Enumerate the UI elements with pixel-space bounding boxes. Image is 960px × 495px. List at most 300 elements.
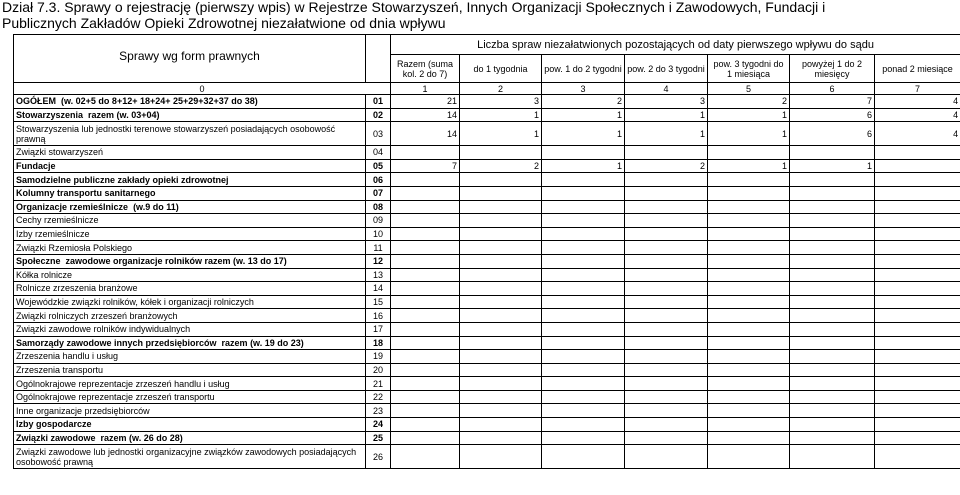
row-label-main: Stowarzyszenia lub jednostki terenowe stowarzyszeń posiadających osobowość prawną <box>16 123 336 144</box>
value-cell: 4 <box>875 108 960 122</box>
value-cell <box>460 390 542 404</box>
header-left-label: Sprawy wg form prawnych <box>14 35 366 83</box>
table-row <box>14 268 960 282</box>
row-code: 24 <box>366 418 391 432</box>
value-cell <box>790 146 875 160</box>
row-label-suffix: razem (w. 19 do 23) <box>221 337 304 348</box>
value-cell <box>460 241 542 255</box>
value-cell <box>708 431 790 445</box>
column-number: 1 <box>391 83 460 95</box>
value-cell <box>708 350 790 364</box>
row-code: 10 <box>366 227 391 241</box>
value-cell <box>625 390 708 404</box>
value-cell: 1 <box>708 122 790 146</box>
table-row <box>14 173 960 187</box>
value-cell <box>391 431 460 445</box>
row-code: 23 <box>366 404 391 418</box>
row-code: 05 <box>366 159 391 173</box>
value-cell <box>790 309 875 323</box>
value-cell <box>542 268 625 282</box>
value-cell <box>708 418 790 432</box>
row-label-main: Związki zawodowe <box>16 432 96 443</box>
value-cell <box>391 309 460 323</box>
table-row <box>14 186 960 200</box>
value-cell <box>542 254 625 268</box>
column-header: ponad 2 miesiące <box>875 55 960 83</box>
value-cell <box>790 295 875 309</box>
value-cell <box>708 445 790 469</box>
value-cell <box>542 282 625 296</box>
row-label <box>14 390 366 404</box>
value-cell: 6 <box>790 122 875 146</box>
column-header: powyżej 1 do 2 miesięcy <box>790 55 875 83</box>
value-cell <box>391 200 460 214</box>
value-cell <box>790 241 875 255</box>
value-cell <box>625 146 708 160</box>
row-code: 13 <box>366 268 391 282</box>
row-label-main: Kółka rolnicze <box>16 269 73 280</box>
row-label-main: Organizacje rzemieślnicze <box>16 201 129 212</box>
value-cell <box>790 377 875 391</box>
value-cell <box>625 350 708 364</box>
row-label-main: Samodzielne publiczne zakłady opieki zdrowotnej <box>16 174 229 185</box>
table-row <box>14 431 960 445</box>
value-cell <box>875 200 960 214</box>
row-label <box>14 336 366 350</box>
row-label-main: Izby rzemieślnicze <box>16 229 90 240</box>
value-cell <box>790 431 875 445</box>
value-cell <box>391 363 460 377</box>
value-cell: 1 <box>460 108 542 122</box>
value-cell <box>790 254 875 268</box>
value-cell <box>542 146 625 160</box>
column-header: Razem (suma kol. 2 do 7) <box>391 55 460 83</box>
value-cell <box>790 336 875 350</box>
value-cell <box>790 173 875 187</box>
table-row <box>14 350 960 364</box>
row-code: 26 <box>366 445 391 469</box>
row-label-suffix: (w.9 do 11) <box>133 201 179 212</box>
row-label <box>14 377 366 391</box>
value-cell <box>790 322 875 336</box>
table-body <box>14 35 960 469</box>
value-cell <box>460 200 542 214</box>
value-cell: 1 <box>542 159 625 173</box>
value-cell <box>460 282 542 296</box>
value-cell <box>708 322 790 336</box>
value-cell <box>542 431 625 445</box>
row-label-main: Związki stowarzyszeń <box>16 147 104 158</box>
row-label <box>14 254 366 268</box>
value-cell <box>708 254 790 268</box>
value-cell <box>790 186 875 200</box>
value-cell <box>708 363 790 377</box>
value-cell <box>708 282 790 296</box>
row-label <box>14 268 366 282</box>
value-cell <box>625 418 708 432</box>
row-label-main: Samorządy zawodowe innych przedsiębiorców <box>16 337 217 348</box>
value-cell <box>708 336 790 350</box>
value-cell <box>391 295 460 309</box>
value-cell <box>391 227 460 241</box>
value-cell <box>460 431 542 445</box>
value-cell <box>625 282 708 296</box>
table-row <box>14 390 960 404</box>
value-cell <box>391 282 460 296</box>
title-line-1: Dział 7.3. Sprawy o rejestrację (pierwszy wpis) w Rejestrze Stowarzyszeń, Innych Organizacji Społecznych i Zawodowych, Fundacji i <box>2 0 826 15</box>
column-header: do 1 tygodnia <box>460 55 542 83</box>
value-cell: 14 <box>391 122 460 146</box>
value-cell <box>625 200 708 214</box>
title-line-2: Publicznych Zakładów Opieki Zdrowotnej niezałatwione od dnia wpływu <box>2 14 446 31</box>
value-cell <box>460 309 542 323</box>
value-cell <box>875 418 960 432</box>
value-cell <box>790 404 875 418</box>
row-code: 21 <box>366 377 391 391</box>
row-label <box>14 186 366 200</box>
row-label <box>14 404 366 418</box>
row-label-main: Związki zawodowe rolników indywidualnych <box>16 324 191 335</box>
row-code: 09 <box>366 214 391 228</box>
row-label-suffix: (w. 02+5 do 8+12+ 18+24+ 25+29+32+37 do 38) <box>61 96 258 107</box>
table-row <box>14 309 960 323</box>
value-cell: 1 <box>625 122 708 146</box>
row-label-main: Związki zawodowe lub jednostki organizacyjne związków zawodowych posiadających osobowość prawną <box>16 446 357 467</box>
column-header: pow. 1 do 2 tygodni <box>542 55 625 83</box>
value-cell <box>708 404 790 418</box>
value-cell <box>625 173 708 187</box>
value-cell <box>460 268 542 282</box>
table-row <box>14 322 960 336</box>
row-label-suffix: zawodowe organizacje rolników razem (w. 13 do 17) <box>65 256 287 267</box>
row-label-main: Zrzeszenia transportu <box>16 364 104 375</box>
row-label-main: Ogólnokrajowe reprezentacje zrzeszeń transportu <box>16 392 215 403</box>
value-cell <box>875 186 960 200</box>
value-cell <box>708 214 790 228</box>
table-row <box>14 363 960 377</box>
value-cell: 4 <box>875 122 960 146</box>
table-row <box>14 336 960 350</box>
header-code-cell <box>366 35 391 83</box>
value-cell <box>542 363 625 377</box>
row-code: 16 <box>366 309 391 323</box>
value-cell <box>391 186 460 200</box>
value-cell <box>875 241 960 255</box>
value-cell: 2 <box>625 159 708 173</box>
row-label <box>14 418 366 432</box>
value-cell <box>708 200 790 214</box>
value-cell <box>875 390 960 404</box>
value-cell <box>391 146 460 160</box>
value-cell <box>542 390 625 404</box>
value-cell <box>542 418 625 432</box>
value-cell <box>542 214 625 228</box>
value-cell <box>460 295 542 309</box>
row-label <box>14 214 366 228</box>
value-cell <box>542 173 625 187</box>
value-cell <box>790 445 875 469</box>
value-cell <box>625 322 708 336</box>
column-header: pow. 3 tygodni do 1 miesiąca <box>708 55 790 83</box>
value-cell <box>542 295 625 309</box>
value-cell <box>708 377 790 391</box>
table-row <box>14 295 960 309</box>
row-label-main: OGÓŁEM <box>16 96 56 107</box>
row-code: 15 <box>366 295 391 309</box>
row-label <box>14 241 366 255</box>
column-number: 2 <box>460 83 542 95</box>
row-label-main: Cechy rzemieślnicze <box>16 215 99 226</box>
value-cell <box>625 309 708 323</box>
row-label-suffix: razem (w. 26 do 28) <box>100 432 183 443</box>
value-cell <box>625 404 708 418</box>
value-cell <box>460 254 542 268</box>
value-cell: 21 <box>391 95 460 109</box>
value-cell <box>790 350 875 364</box>
table-row <box>14 254 960 268</box>
row-label <box>14 309 366 323</box>
value-cell <box>625 254 708 268</box>
row-label-main: Zrzeszenia handlu i usług <box>16 351 119 362</box>
value-cell <box>460 418 542 432</box>
value-cell <box>391 390 460 404</box>
value-cell <box>875 214 960 228</box>
value-cell <box>875 295 960 309</box>
table-row <box>14 214 960 228</box>
row-code: 02 <box>366 108 391 122</box>
value-cell <box>542 445 625 469</box>
value-cell <box>875 159 960 173</box>
value-cell <box>460 186 542 200</box>
row-label-main: Społeczne <box>16 256 61 267</box>
value-cell <box>875 282 960 296</box>
value-cell <box>542 227 625 241</box>
value-cell <box>875 146 960 160</box>
value-cell <box>790 227 875 241</box>
value-cell <box>875 227 960 241</box>
row-label <box>14 173 366 187</box>
table-row <box>14 241 960 255</box>
table-row <box>14 377 960 391</box>
value-cell <box>790 390 875 404</box>
value-cell <box>625 214 708 228</box>
value-cell <box>708 241 790 255</box>
value-cell <box>391 377 460 391</box>
table-row <box>14 159 960 173</box>
value-cell <box>391 445 460 469</box>
value-cell <box>790 282 875 296</box>
value-cell <box>875 336 960 350</box>
row-label <box>14 350 366 364</box>
value-cell <box>875 322 960 336</box>
value-cell <box>875 173 960 187</box>
value-cell: 7 <box>391 159 460 173</box>
column-number: 7 <box>875 83 960 95</box>
value-cell <box>875 431 960 445</box>
value-cell <box>790 200 875 214</box>
column-number: 5 <box>708 83 790 95</box>
value-cell <box>708 227 790 241</box>
row-label <box>14 295 366 309</box>
value-cell <box>625 268 708 282</box>
value-cell <box>391 322 460 336</box>
value-cell <box>542 186 625 200</box>
value-cell: 4 <box>875 95 960 109</box>
value-cell <box>790 268 875 282</box>
value-cell <box>391 254 460 268</box>
value-cell <box>625 336 708 350</box>
value-cell <box>875 404 960 418</box>
value-cell: 1 <box>790 159 875 173</box>
value-cell: 6 <box>790 108 875 122</box>
row-code: 25 <box>366 431 391 445</box>
value-cell: 1 <box>542 122 625 146</box>
value-cell <box>542 336 625 350</box>
page-title <box>2 0 958 31</box>
row-label-main: Kolumny transportu sanitarnego <box>16 188 156 199</box>
value-cell <box>790 214 875 228</box>
value-cell <box>460 350 542 364</box>
row-code: 01 <box>366 95 391 109</box>
value-cell <box>542 377 625 391</box>
value-cell <box>708 146 790 160</box>
value-cell: 2 <box>460 159 542 173</box>
value-cell <box>542 350 625 364</box>
value-cell <box>391 214 460 228</box>
value-cell: 1 <box>542 108 625 122</box>
table-row <box>14 227 960 241</box>
row-label <box>14 200 366 214</box>
value-cell <box>391 350 460 364</box>
column-number: 6 <box>790 83 875 95</box>
value-cell: 1 <box>708 159 790 173</box>
row-code: 06 <box>366 173 391 187</box>
value-cell: 14 <box>391 108 460 122</box>
value-cell <box>460 336 542 350</box>
value-cell <box>625 431 708 445</box>
row-label <box>14 159 366 173</box>
value-cell <box>875 268 960 282</box>
value-cell <box>460 214 542 228</box>
value-cell <box>708 295 790 309</box>
value-cell <box>542 309 625 323</box>
table-row <box>14 108 960 122</box>
value-cell <box>542 200 625 214</box>
row-label <box>14 146 366 160</box>
row-code: 08 <box>366 200 391 214</box>
value-cell: 7 <box>790 95 875 109</box>
value-cell <box>875 254 960 268</box>
row-code: 07 <box>366 186 391 200</box>
row-label-main: Ogólnokrajowe reprezentacje zrzeszeń handlu i usług <box>16 378 230 389</box>
report-table <box>13 34 960 469</box>
value-cell <box>875 363 960 377</box>
value-cell: 1 <box>460 122 542 146</box>
value-cell <box>391 404 460 418</box>
table-row <box>14 95 960 109</box>
value-cell <box>460 146 542 160</box>
value-cell <box>875 309 960 323</box>
row-label-main: Izby gospodarcze <box>16 419 92 430</box>
value-cell <box>460 227 542 241</box>
value-cell <box>708 186 790 200</box>
value-cell <box>625 227 708 241</box>
table-row <box>14 122 960 146</box>
row-code: 22 <box>366 390 391 404</box>
value-cell <box>875 445 960 469</box>
row-label <box>14 108 366 122</box>
row-code: 14 <box>366 282 391 296</box>
value-cell <box>790 363 875 377</box>
value-cell: 1 <box>708 108 790 122</box>
value-cell <box>708 309 790 323</box>
value-cell <box>542 404 625 418</box>
row-label <box>14 227 366 241</box>
value-cell <box>460 322 542 336</box>
row-code: 03 <box>366 122 391 146</box>
row-label <box>14 122 366 146</box>
column-number: 0 <box>14 83 391 95</box>
value-cell <box>625 445 708 469</box>
row-label <box>14 282 366 296</box>
value-cell <box>460 173 542 187</box>
value-cell: 2 <box>542 95 625 109</box>
value-cell <box>542 241 625 255</box>
value-cell <box>625 377 708 391</box>
column-number: 3 <box>542 83 625 95</box>
row-code: 17 <box>366 322 391 336</box>
row-label <box>14 431 366 445</box>
value-cell <box>708 173 790 187</box>
row-code: 12 <box>366 254 391 268</box>
value-cell <box>460 363 542 377</box>
value-cell <box>625 363 708 377</box>
row-label <box>14 363 366 377</box>
row-label-main: Inne organizacje przedsiębiorców <box>16 405 150 416</box>
table-row <box>14 445 960 469</box>
value-cell <box>460 445 542 469</box>
value-cell <box>391 268 460 282</box>
table-row <box>14 418 960 432</box>
value-cell <box>790 418 875 432</box>
row-label <box>14 445 366 469</box>
table-row <box>14 282 960 296</box>
row-label-main: Stowarzyszenia <box>16 109 84 120</box>
value-cell: 3 <box>460 95 542 109</box>
row-code: 04 <box>366 146 391 160</box>
value-cell <box>391 173 460 187</box>
table-row <box>14 200 960 214</box>
value-cell <box>625 241 708 255</box>
header-group-label: Liczba spraw niezałatwionych pozostających od daty pierwszego wpływu do sądu <box>391 35 960 55</box>
value-cell <box>708 390 790 404</box>
row-label-suffix: razem (w. 03+04) <box>88 109 160 120</box>
value-cell <box>460 404 542 418</box>
value-cell <box>460 377 542 391</box>
row-label-main: Związki Rzemiosła Polskiego <box>16 242 133 253</box>
value-cell <box>542 322 625 336</box>
table-row <box>14 146 960 160</box>
value-cell <box>708 268 790 282</box>
row-code: 11 <box>366 241 391 255</box>
value-cell: 2 <box>708 95 790 109</box>
value-cell <box>625 295 708 309</box>
value-cell <box>875 377 960 391</box>
value-cell: 1 <box>625 108 708 122</box>
row-label-main: Fundacje <box>16 161 56 172</box>
value-cell <box>625 186 708 200</box>
row-label <box>14 322 366 336</box>
